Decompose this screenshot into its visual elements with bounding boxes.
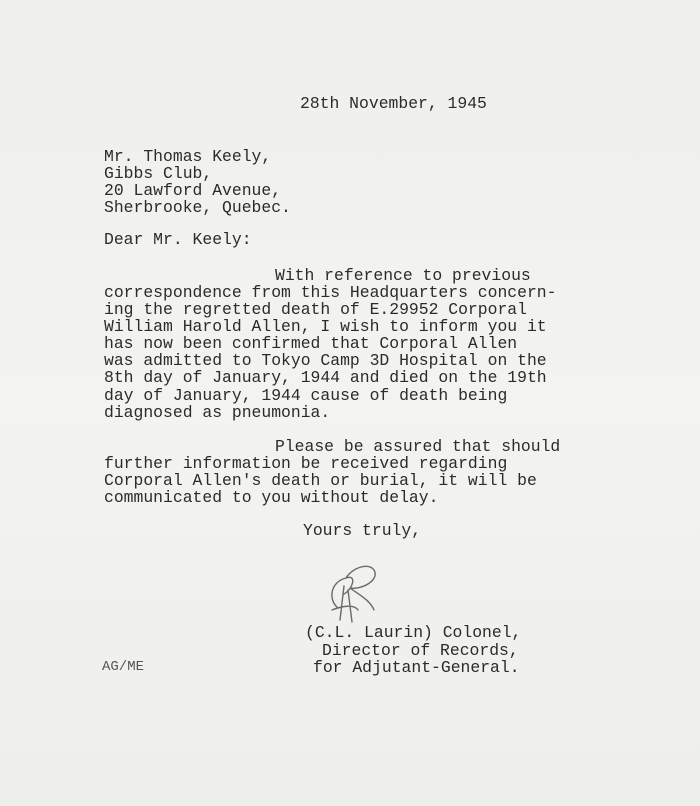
salutation: Dear Mr. Keely: <box>104 230 252 249</box>
paragraph2-line: further information be received regarding <box>104 454 508 473</box>
paragraph1-line: correspondence from this Headquarters concern- <box>104 283 557 302</box>
handwritten-signature <box>318 560 388 630</box>
paragraph2-line: communicated to you without delay. <box>104 488 439 508</box>
closing: Yours truly, <box>303 521 422 540</box>
signatory-title: Director of Records, <box>322 641 519 660</box>
paragraph-2 <box>104 455 537 506</box>
signatory-name: (C.L. Laurin) Colonel, <box>305 623 522 642</box>
recipient-address <box>104 148 291 216</box>
address-line: 20 Lawford Avenue, <box>104 181 282 201</box>
address-line: Sherbrooke, Quebec. <box>104 198 291 218</box>
letter-date: 28th November, 1945 <box>300 94 487 113</box>
paragraph-1 <box>104 284 556 421</box>
paragraph1-line: With reference to previous <box>275 266 531 285</box>
signatory-office: for Adjutant-General. <box>313 658 520 677</box>
address-line: Mr. Thomas Keely, <box>104 147 272 166</box>
paragraph1-line: ing the regretted death of E.29952 Corporal <box>104 300 527 320</box>
paragraph1-line: day of January, 1944 cause of death being <box>104 385 508 405</box>
paragraph1-line: 8th day of January, 1944 and died on the 19th <box>104 368 547 388</box>
paragraph1-line: William Harold Allen, I wish to inform you it <box>104 317 547 337</box>
address-line: Gibbs Club, <box>104 164 213 184</box>
reference-initials: AG/ME <box>102 659 145 675</box>
paragraph2-line: Please be assured that should <box>275 437 561 456</box>
paragraph1-line: diagnosed as pneumonia. <box>104 402 331 422</box>
paragraph1-line: has now been confirmed that Corporal Allen <box>104 334 518 354</box>
paragraph1-line: was admitted to Tokyo Camp 3D Hospital on the <box>104 351 547 371</box>
paragraph2-line: Corporal Allen's death or burial, it will be <box>104 471 537 491</box>
